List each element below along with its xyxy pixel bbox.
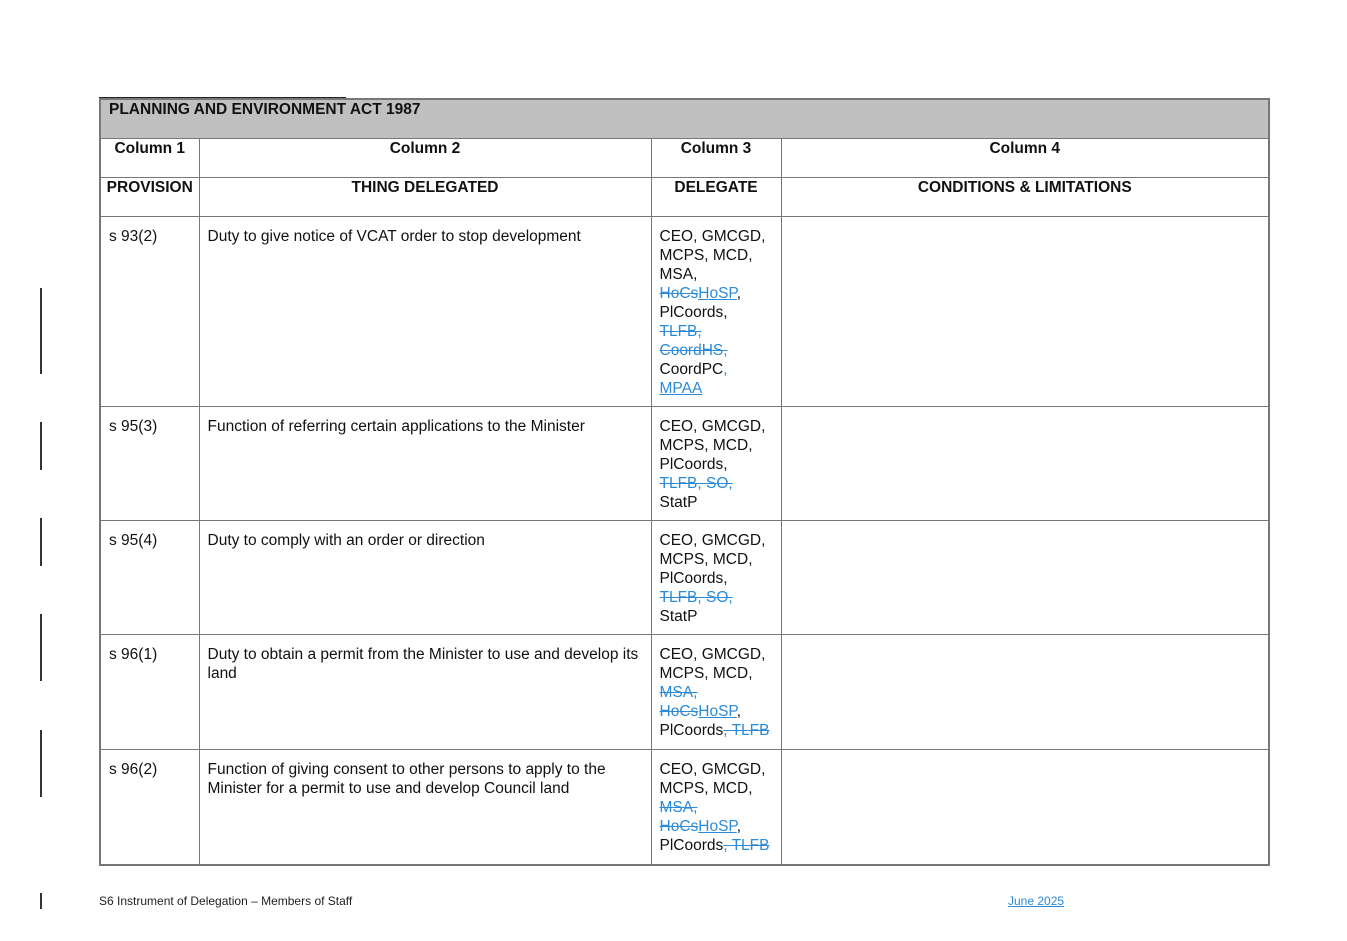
delegate-cell <box>651 521 781 635</box>
change-bar <box>40 518 42 566</box>
change-bar <box>40 422 42 470</box>
inserted-text: HoSP <box>698 818 737 835</box>
provision-cell: s 93(2) <box>100 217 199 407</box>
table-row <box>100 407 1269 521</box>
inserted-text: , MPAA <box>659 361 728 397</box>
delegate-text: CEO, GMCGD, MCPS, MCD, <box>659 646 766 682</box>
delegate-text: , PlCoords <box>659 818 742 854</box>
delegate-text: StatP <box>659 608 698 625</box>
thing-delegated-cell: Duty to comply with an order or direction <box>199 521 651 635</box>
column-number-row <box>100 139 1269 178</box>
delegate-text: CEO, GMCGD, MCPS, MCD, MSA, <box>659 228 766 283</box>
inserted-text: HoSP <box>698 703 737 720</box>
column-header: CONDITIONS & LIMITATIONS <box>781 178 1269 217</box>
change-bar <box>40 614 42 681</box>
thing-delegated-cell: Duty to obtain a permit from the Minister to use and develop its land <box>199 635 651 750</box>
provision-cell: s 96(1) <box>100 635 199 750</box>
table-row <box>100 217 1269 407</box>
conditions-cell <box>781 407 1269 521</box>
change-bar <box>40 730 42 797</box>
column-number: Column 2 <box>199 139 651 178</box>
delegate-text: CEO, GMCGD, MCPS, MCD, <box>659 761 766 797</box>
provision-cell: s 95(3) <box>100 407 199 521</box>
delegate-text: CEO, GMCGD, MCPS, MCD, PlCoords, <box>659 532 766 587</box>
table-row <box>100 635 1269 750</box>
delegate-text: , PlCoords <box>659 703 742 739</box>
deleted-text: , TLFB <box>723 837 770 854</box>
deleted-text: , TLFB <box>723 722 770 739</box>
column-number: Column 3 <box>651 139 781 178</box>
thing-delegated-cell: Function of giving consent to other persons to apply to the Minister for a permit to use and develop Council land <box>199 750 651 865</box>
delegation-table <box>99 98 1270 866</box>
delegate-text: CEO, GMCGD, MCPS, MCD, PlCoords, <box>659 418 766 473</box>
table-row <box>100 521 1269 635</box>
change-bar <box>40 288 42 374</box>
deleted-text: MSA, HoCs <box>659 684 699 720</box>
table-title-row <box>100 99 1269 139</box>
thing-delegated-cell: Function of referring certain applications to the Minister <box>199 407 651 521</box>
column-number: Column 1 <box>100 139 199 178</box>
conditions-cell <box>781 521 1269 635</box>
conditions-cell <box>781 217 1269 407</box>
column-header: THING DELEGATED <box>199 178 651 217</box>
delegate-cell <box>651 407 781 521</box>
provision-cell: s 96(2) <box>100 750 199 865</box>
provision-cell: s 95(4) <box>100 521 199 635</box>
deleted-text: MSA, HoCs <box>659 799 699 835</box>
delegate-text: StatP <box>659 494 698 511</box>
delegate-cell <box>651 750 781 865</box>
delegate-cell <box>651 217 781 407</box>
deleted-text: TLFB, CoordHS, <box>659 323 728 359</box>
conditions-cell <box>781 635 1269 750</box>
deleted-text: TLFB, SO, <box>659 475 733 492</box>
delegate-text: CoordPC <box>659 361 724 378</box>
conditions-cell <box>781 750 1269 865</box>
change-bar <box>40 893 42 909</box>
thing-delegated-cell: Duty to give notice of VCAT order to stop development <box>199 217 651 407</box>
table-title: PLANNING AND ENVIRONMENT ACT 1987 <box>100 99 1269 139</box>
footer-document-title: S6 Instrument of Delegation – Members of Staff <box>99 894 353 908</box>
column-header: PROVISION <box>100 178 199 217</box>
delegate-text: , PlCoords, <box>659 285 742 321</box>
inserted-text: HoSP <box>698 285 737 302</box>
footer-date: June 2025 <box>1008 894 1065 908</box>
column-header: DELEGATE <box>651 178 781 217</box>
deleted-text: TLFB, SO, <box>659 589 733 606</box>
deleted-text: HoCs <box>659 285 699 302</box>
column-header-row <box>100 178 1269 217</box>
delegate-cell <box>651 635 781 750</box>
column-number: Column 4 <box>781 139 1269 178</box>
table-row <box>100 750 1269 865</box>
